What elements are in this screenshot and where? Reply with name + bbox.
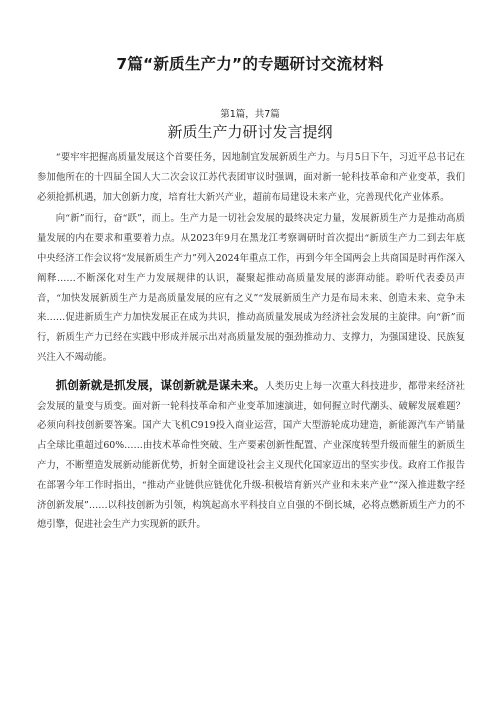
paragraph [37, 209, 465, 367]
paragraph-text: 向“新”而行，奋“跃”，而上。生产力是一切社会发展的最终决定力量，发展新质生产力是推动高质量发展的内在要求和重要着力点。从2023年9月在黑龙江考察调研时首次提出“新质生产力二到去年底中央经济工作会议将“发展新质生产力”列入2024年重点工作，再到今年全国两会上共商国是时再作深入阐释……不断深化对生产力发展规律的认识，凝聚起推动高质量发展的澎湃动能。聆听代表委员声音，“加快发展新质生产力是高质量发展的应有之义”“发展新质生产力是布局未来、创造未来、竞争未来……促进新质生产力加快发展正在成为共识，推动高质量发展成为经济社会发展的主旋律。向“新”而行，新质生产力已经在实践中形成并展示出对高质量发展的强劲推动力、支撑力，为强国建设、民族复兴注入不竭动能。 [37, 213, 465, 363]
paragraph [37, 148, 465, 207]
section-heading: 新质生产力研讨发言提纲 [167, 123, 333, 141]
document-title: 7篇“新质生产力”的专题研讨交流材料 [116, 55, 384, 73]
document-body [37, 148, 465, 535]
paragraph-text: 人类历史上每一次重大科技进步，都带来经济社会发展的量变与质变。面对新一轮科技革命和产业变革加速演进，如何握立时代潮头、破解发展难题？必须向科技创新要答案。国产大飞机C919投入商业运营，国产大型游轮成功建造，新能源汽车产销量占全球比重超过60%……由技术革命性突破、生产要素创新性配置、产业深度转型升级而催生的新质生产力，不断塑造发展新动能新优势，折射全面建设社会主义现代化国家迈出的坚实步伐。政府工作报告在部署今年工作时指出，“推动产业链供应链优化升级-积极培育新兴产业和未来产业”“深入推进数字经济创新发展”……以科技创新为引领，构筑起高水平科技自立自强的不倒长城，必将点燃新质生产力的不熄引擎，促进社会生产力实现新的跃升。 [37, 380, 465, 531]
page-indicator: 第1篇，共7篇 [220, 109, 280, 120]
paragraph [37, 376, 465, 535]
paragraph-text: “要牢牢把握高质量发展这个首要任务，因地制宜发展新质生产力。与月5日下午，习近平总书记在参加他所在的十四届全国人大二次会议江苏代表团审议时强调，面对新一轮科技革命和产业变革，我们必须抢抓机遇，加大创新力度，培育壮大新兴产业，超前布局建设未来产业，完善现代化产业体系。 [37, 152, 465, 203]
paragraph-lead: 抓创新就是抓发展，谋创新就是谋未来。 [55, 377, 266, 392]
